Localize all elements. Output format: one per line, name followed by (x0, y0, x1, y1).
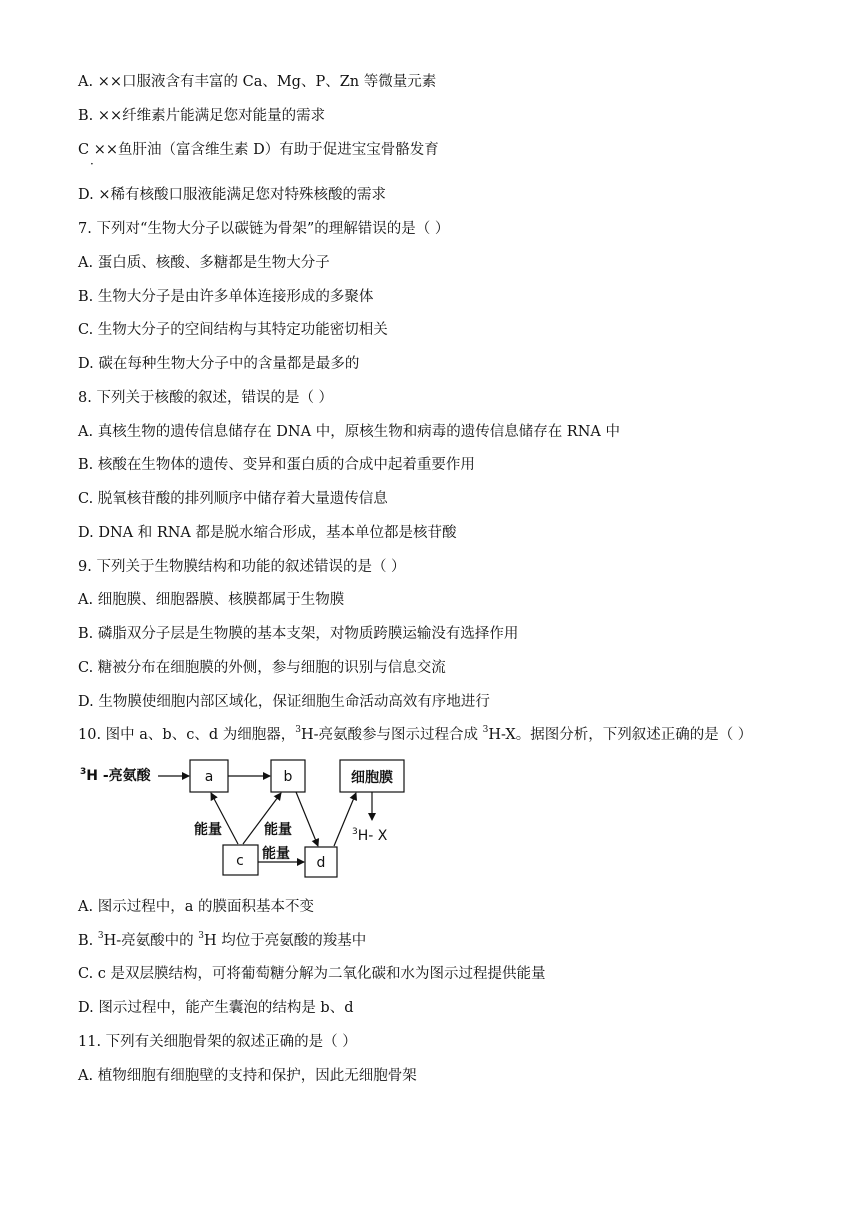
option-11a: A. 植物细胞有细胞壁的支持和保护，因此无细胞骨架 (78, 1068, 417, 1084)
question-11-stem: 11. 下列有关细胞骨架的叙述正确的是（ ） (78, 1034, 357, 1050)
cell-membrane-label: 细胞膜 (351, 770, 393, 786)
option-8b: B. 核酸在生物体的遗传、变异和蛋白质的合成中起着重要作用 (78, 457, 475, 473)
organelle-b-label: b (283, 769, 293, 785)
energy-label-c-to-d: 能量 (262, 846, 290, 862)
option-10c: C. c 是双层膜结构，可将葡萄糖分解为二氧化碳和水为图示过程提供能量 (78, 966, 546, 982)
option-9a: A. 细胞膜、细胞器膜、核膜都属于生物膜 (78, 592, 345, 608)
option-10a: A. 图示过程中，a 的膜面积基本不变 (78, 899, 314, 915)
arrow-d-to-membrane (334, 793, 356, 846)
option-9b: B. 磷脂双分子层是生物膜的基本支架，对物质跨膜运输没有选择作用 (78, 626, 519, 642)
organelle-c-label: c (236, 853, 244, 869)
product-label: $^3$H- X (352, 827, 388, 844)
option-6c: C ××鱼肝油（富含维生素 D）有助于促进宝宝骨骼发育 (78, 142, 439, 158)
option-8c: C. 脱氧核苷酸的排列顺序中储存着大量遗传信息 (78, 491, 388, 507)
option-9d: D. 生物膜使细胞内部区域化，保证细胞生命活动高效有序地进行 (78, 694, 490, 710)
secretion-pathway-diagram (78, 752, 418, 882)
stray-dot: · (90, 157, 94, 171)
option-7d: D. 碳在每种生物大分子中的含量都是最多的 (78, 356, 360, 372)
option-7a: A. 蛋白质、核酸、多糖都是生物大分子 (78, 255, 330, 271)
option-7c: C. 生物大分子的空间结构与其特定功能密切相关 (78, 322, 388, 338)
question-9-stem: 9. 下列关于生物膜结构和功能的叙述错误的是（ ） (78, 559, 406, 575)
organelle-d-label: d (316, 855, 326, 871)
option-10b: B. $^3$H-亮氨酸中的 $^3$H 均位于亮氨酸的羧基中 (78, 931, 367, 949)
option-10d: D. 图示过程中，能产生囊泡的结构是 b、d (78, 1000, 354, 1016)
question-7-stem: 7. 下列对“生物大分子以碳链为骨架”的理解错误的是（ ） (78, 221, 450, 237)
question-10-stem: 10. 图中 a、b、c、d 为细胞器，$^3$H-亮氨酸参与图示过程合成 $^3$H-X。据图分析，下列叙述正确的是（ ） (78, 725, 753, 743)
option-7b: B. 生物大分子是由许多单体连接形成的多聚体 (78, 289, 374, 305)
energy-label-c-to-a: 能量 (194, 822, 222, 838)
option-6d: D. ×稀有核酸口服液能满足您对特殊核酸的需求 (78, 187, 386, 203)
arrow-b-to-d (296, 792, 318, 846)
option-9c: C. 糖被分布在细胞膜的外侧，参与细胞的识别与信息交流 (78, 660, 446, 676)
organelle-a-label: a (204, 769, 214, 785)
option-8d: D. DNA 和 RNA 都是脱水缩合形成，基本单位都是核苷酸 (78, 525, 457, 541)
option-6a: A. ××口服液含有丰富的 Ca、Mg、P、Zn 等微量元素 (78, 74, 437, 90)
option-8a: A. 真核生物的遗传信息储存在 DNA 中，原核生物和病毒的遗传信息储存在 RNA 中 (78, 424, 620, 440)
energy-label-c-to-b: 能量 (264, 822, 292, 838)
question-8-stem: 8. 下列关于核酸的叙述，错误的是（ ） (78, 390, 334, 406)
leucine-label: $^3$H -亮氨酸 (80, 767, 151, 784)
option-6b: B. ××纤维素片能满足您对能量的需求 (78, 108, 326, 124)
